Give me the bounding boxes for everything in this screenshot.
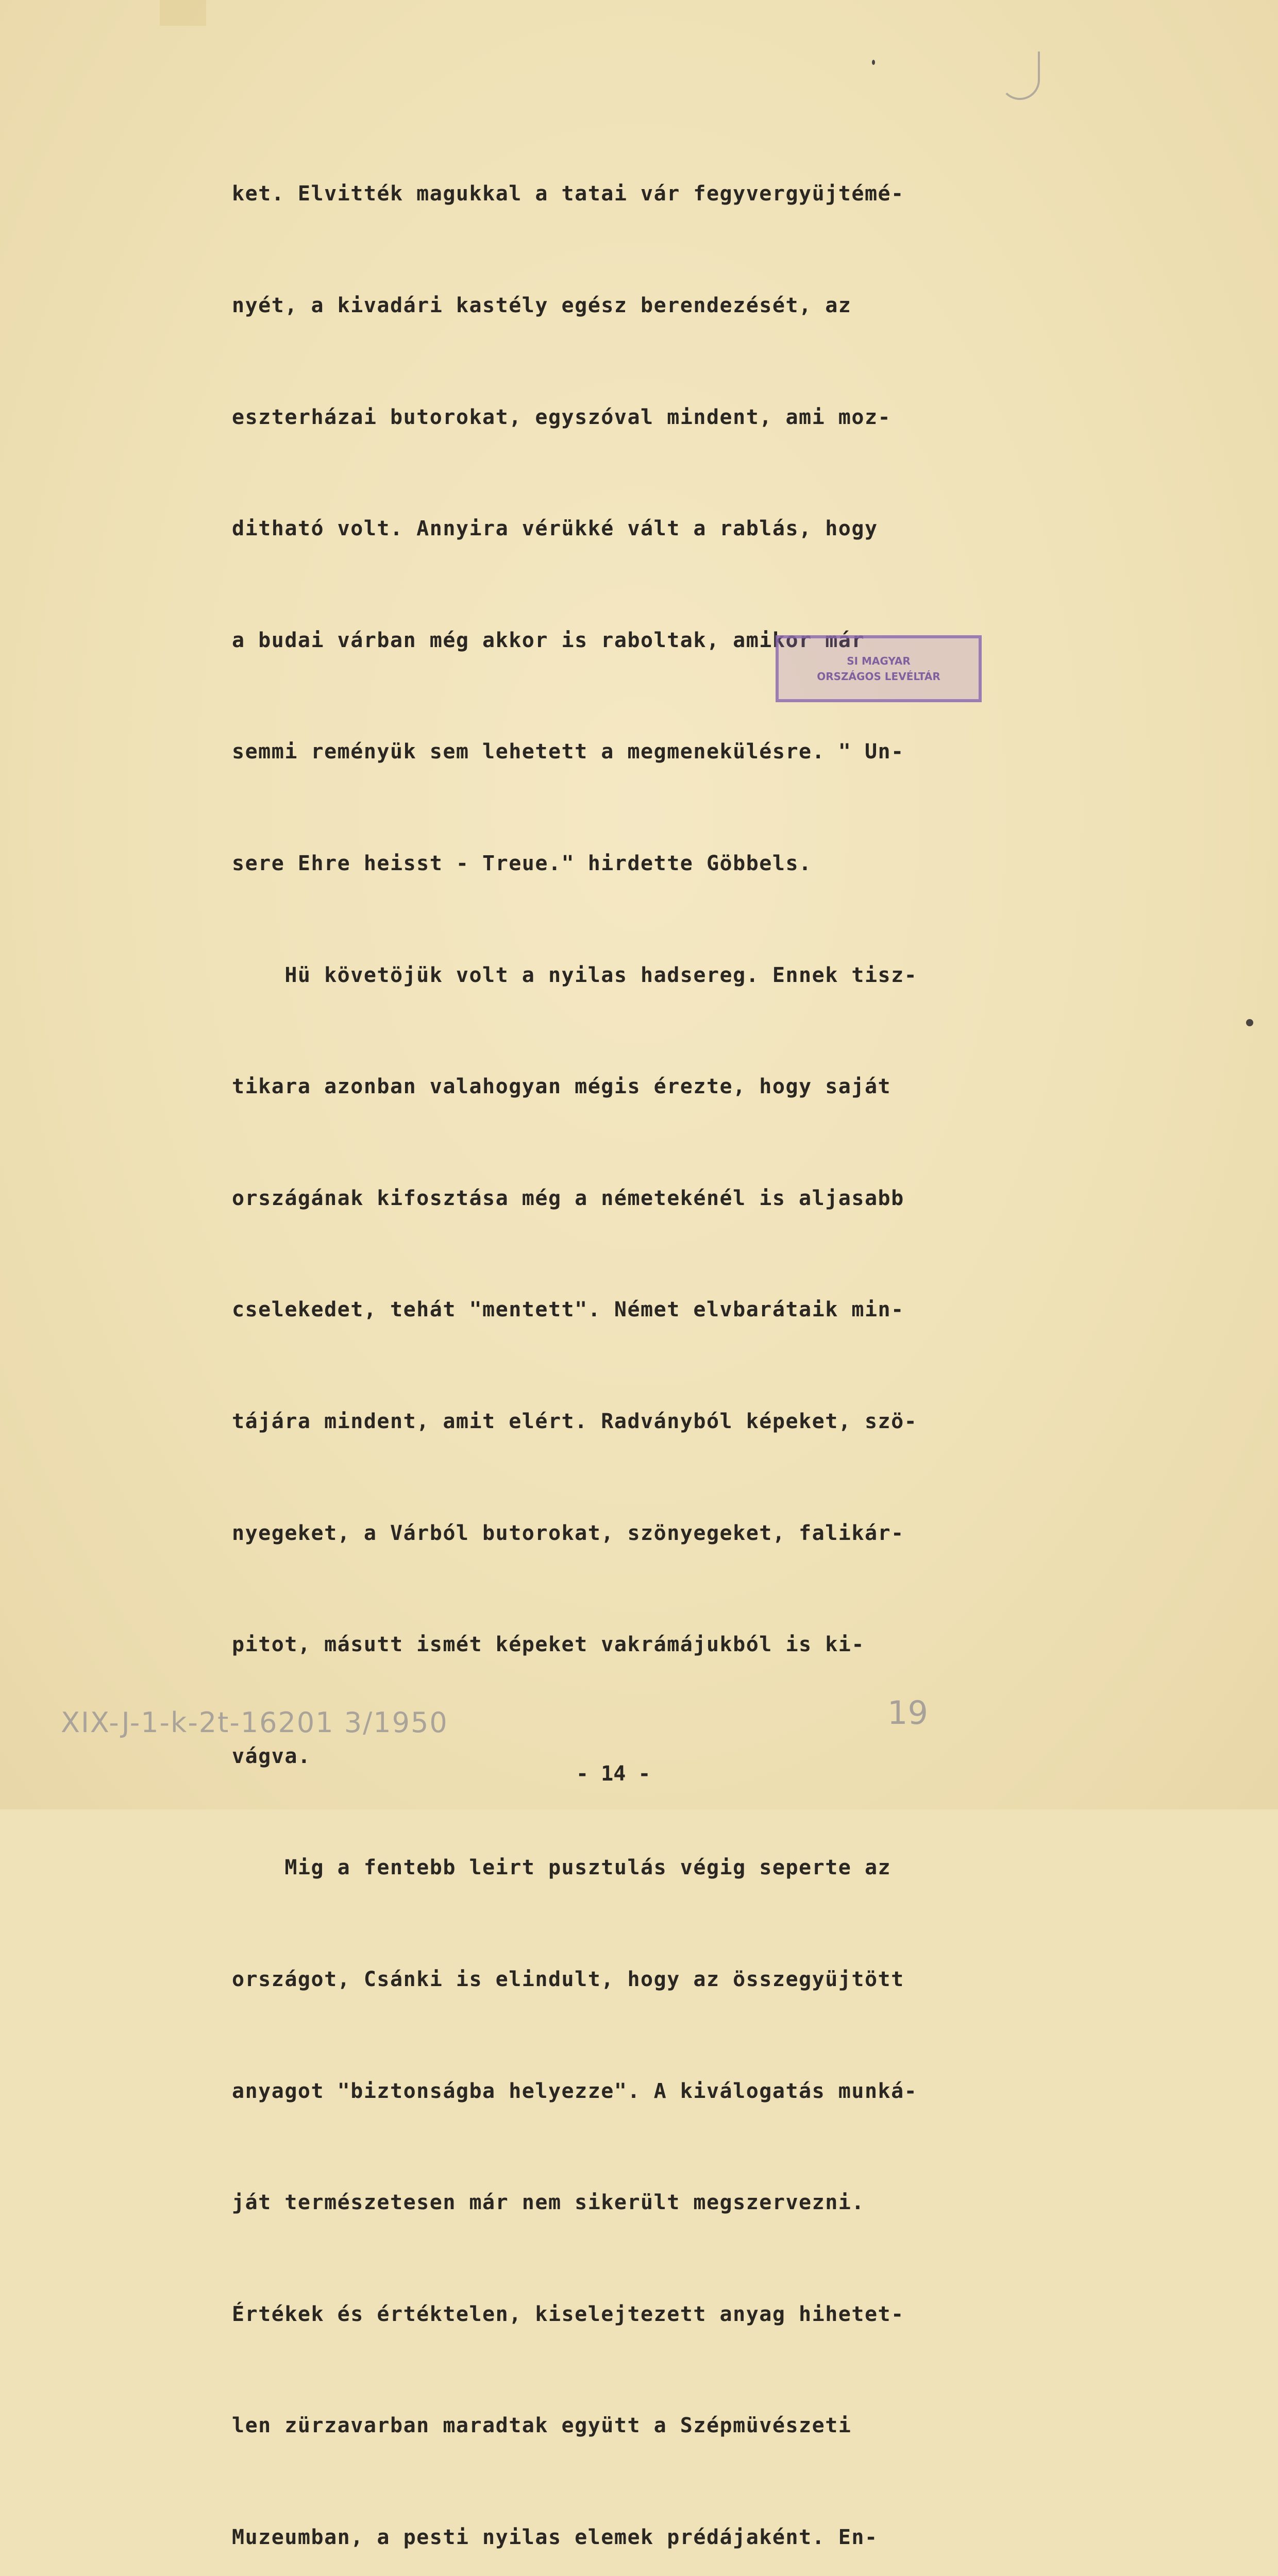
text-line: ját természetesen már nem sikerült megszervezni. <box>232 2191 865 2215</box>
text-line: országának kifosztása még a németekénél is aljasabb <box>232 1186 904 1210</box>
page-number: - 14 - <box>576 1762 651 1786</box>
text-line: semmi reményük sem lehetett a megmenekülésre. " Un- <box>232 740 904 764</box>
archive-stamp <box>776 635 982 702</box>
text-line: Mig a fentebb leirt pusztulás végig seperte az <box>232 1856 892 1880</box>
text-line: len zürzavarban maradtak együtt a Szépmüvészeti <box>232 2414 852 2438</box>
text-line: nyegeket, a Várból butorokat, szönyegeket, falikár- <box>232 1521 904 1545</box>
text-line: a budai várban még akkor is raboltak, amikor már <box>232 628 865 652</box>
text-line: pitot, másutt ismét képeket vakrámájukból is ki- <box>232 1633 865 1657</box>
text-line: eszterházai butorokat, egyszóval mindent, ami moz- <box>232 405 892 429</box>
text-line: nyét, a kivadári kastély egész berendezését, az <box>232 294 852 317</box>
text-line: tikara azonban valahogyan mégis érezte, hogy saját <box>232 1075 892 1099</box>
tape-mark <box>160 0 206 26</box>
text-line: ket. Elvitték magukkal a tatai vár fegyvergyüjtémé- <box>232 182 904 206</box>
text-line: cselekedet, tehát "mentett". Német elvbarátaik min- <box>232 1298 904 1322</box>
folio-number: 19 <box>887 1694 928 1732</box>
text-line: vágva. <box>232 1744 311 1768</box>
text-line: tájára mindent, amit elért. Radványból képeket, szö- <box>232 1409 918 1433</box>
text-line: országot, Csánki is elindult, hogy az összegyüjtött <box>232 1967 904 1991</box>
typewritten-text <box>232 101 1077 2576</box>
text-line: ditható volt. Annyira vérükké vált a rablás, hogy <box>232 517 878 541</box>
stamp-line-2: ORSZÁGOS LEVÉLTÁR <box>817 670 940 683</box>
pencil-check-mark <box>1000 52 1040 100</box>
ink-dot <box>1246 1019 1253 1026</box>
text-line: Értékek és értéktelen, kiselejtezett anyag hihetet- <box>232 2302 904 2326</box>
text-line: anyagot "biztonságba helyezze". A kiválogatás munká- <box>232 2079 918 2103</box>
text-line: sere Ehre heisst - Treue." hirdette Göbbels. <box>232 851 812 875</box>
stamp-line-1: SI MAGYAR <box>847 655 911 667</box>
archive-reference-annotation: XIX-J-1-k-2t-16201 3/1950 <box>61 1706 448 1739</box>
ink-dot <box>872 60 875 65</box>
text-line: Muzeumban, a pesti nyilas elemek prédájaként. En- <box>232 2525 878 2549</box>
text-line: Hü követöjük volt a nyilas hadsereg. Ennek tisz- <box>232 963 918 987</box>
